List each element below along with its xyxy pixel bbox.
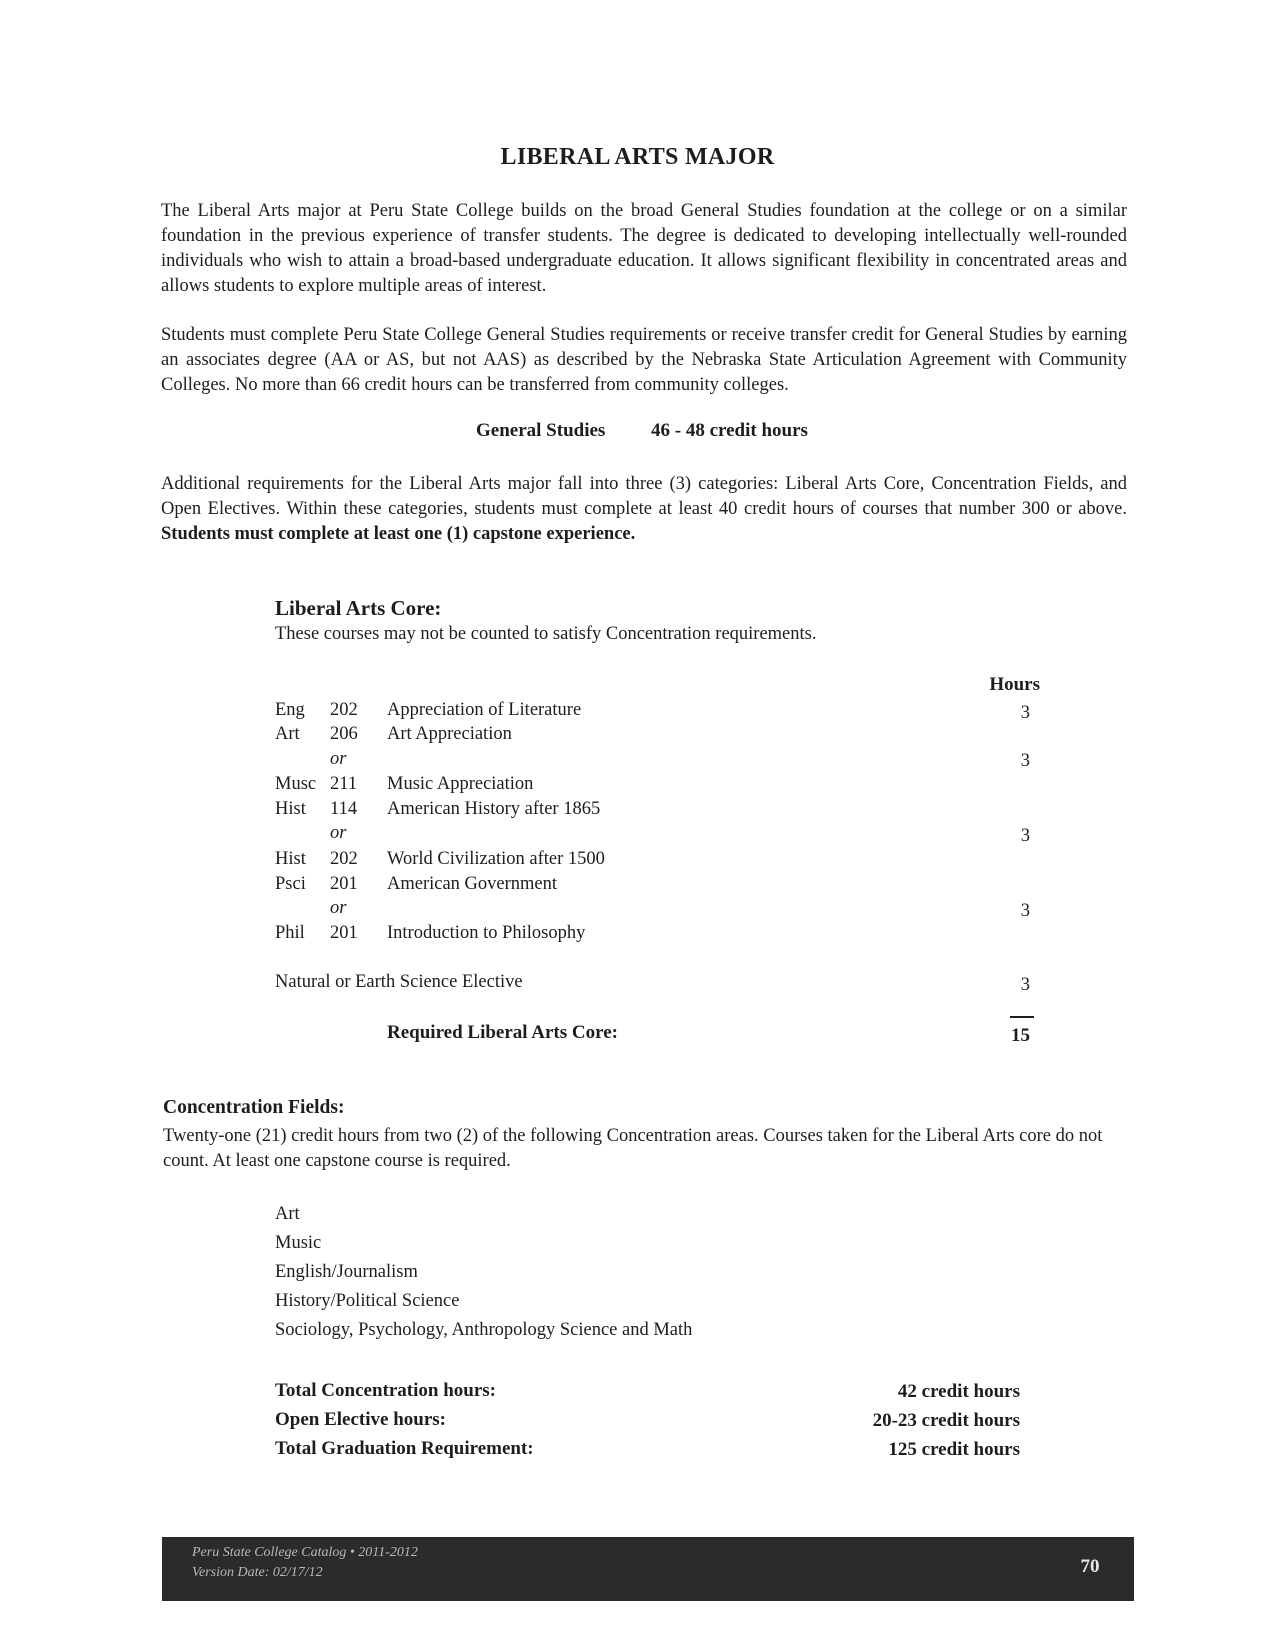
general-studies-label: General Studies — [476, 420, 606, 441]
course-hours: 3 — [1020, 826, 1030, 846]
total-rule-divider — [1010, 1016, 1034, 1018]
open-elective-value: 20-23 credit hours — [872, 1410, 1020, 1431]
course-title: Appreciation of Literature — [387, 700, 582, 720]
course-dept: Hist — [275, 849, 306, 869]
footer-version-date: Version Date: 02/17/12 — [192, 1565, 323, 1580]
concentration-description: Twenty-one (21) credit hours from two (2) of the following Concentration areas. Courses taken for the Liberal Arts core do not count. At least one capstone course is required. — [163, 1126, 1103, 1171]
concentration-area-list — [275, 1200, 692, 1345]
or-separator: or — [330, 823, 347, 843]
course-title: Art Appreciation — [387, 724, 512, 744]
page-title: LIBERAL ARTS MAJOR — [500, 144, 775, 170]
general-studies-hours: 46 - 48 credit hours — [651, 420, 808, 441]
course-hours: 3 — [1020, 751, 1030, 771]
course-title: World Civilization after 1500 — [387, 849, 605, 869]
course-dept: Phil — [275, 923, 305, 943]
course-number: 202 — [330, 700, 358, 720]
course-dept: Art — [275, 724, 300, 744]
course-title: Music Appreciation — [387, 774, 534, 794]
additional-requirements-paragraph — [161, 472, 1127, 547]
list-item: History/Political Science — [275, 1291, 460, 1311]
course-number: 201 — [330, 874, 358, 894]
list-item: English/Journalism — [275, 1262, 418, 1282]
natural-science-hours: 3 — [1020, 975, 1030, 995]
transfer-paragraph: Students must complete Peru State College General Studies requirements or receive transfer credit for General Studies by earning an associates degree (AA or AS, but not AAS) as described by the Nebraska State Articulation Agreement with Community Colleges. No more than 66 credit hours can be transferred from community colleges. — [161, 325, 1127, 395]
course-title: American Government — [387, 874, 558, 894]
course-number: 114 — [330, 799, 358, 819]
total-concentration-value: 42 credit hours — [897, 1381, 1020, 1402]
capstone-requirement: Students must complete at least one (1) capstone experience. — [161, 524, 636, 544]
course-dept: Musc — [275, 774, 317, 794]
or-separator: or — [330, 898, 347, 918]
course-number: 211 — [330, 774, 358, 794]
core-total-label: Required Liberal Arts Core: — [387, 1022, 618, 1043]
concentration-heading: Concentration Fields: — [163, 1097, 345, 1118]
course-number: 201 — [330, 923, 358, 943]
graduation-requirement-value: 125 credit hours — [888, 1439, 1020, 1460]
natural-science-elective: Natural or Earth Science Elective — [275, 972, 523, 992]
course-dept: Psci — [275, 874, 306, 894]
total-concentration-label: Total Concentration hours: — [275, 1380, 496, 1401]
core-subtitle: These courses may not be counted to satisfy Concentration requirements. — [275, 624, 817, 644]
course-title: Introduction to Philosophy — [387, 923, 586, 943]
course-dept: Eng — [275, 700, 305, 720]
course-dept: Hist — [275, 799, 306, 819]
course-number: 206 — [330, 724, 358, 744]
core-heading: Liberal Arts Core: — [275, 596, 442, 620]
course-number: 202 — [330, 849, 358, 869]
footer-catalog-title: Peru State College Catalog • 2011-2012 — [192, 1545, 418, 1560]
or-separator: or — [330, 749, 347, 769]
list-item: Sociology, Psychology, Anthropology Science and Math — [275, 1320, 693, 1340]
course-hours: 3 — [1020, 703, 1030, 723]
core-total-value: 15 — [1011, 1025, 1030, 1046]
course-hours: 3 — [1020, 901, 1030, 921]
graduation-requirement-label: Total Graduation Requirement: — [275, 1438, 534, 1459]
page-number: 70 — [1080, 1556, 1100, 1577]
intro-paragraph: The Liberal Arts major at Peru State College builds on the broad General Studies foundation at the college or on a similar foundation in the previous experience of transfer students. The degree is dedicated to developing intellectually well-rounded individuals who wish to attain a broad-based undergraduate education. It allows significant flexibility in concentrated areas and allows students to explore multiple areas of interest. — [161, 201, 1127, 296]
list-item: Art — [275, 1204, 300, 1224]
additional-requirements-text: Additional requirements for the Liberal Arts major fall into three (3) categories: Liberal Arts Core, Concentration Fields, and Open Electives. Within these categories, students must complete at least 40 credit hours of courses that number 300 or above. — [161, 474, 1127, 519]
open-elective-label: Open Elective hours: — [275, 1409, 446, 1430]
hours-column-header: Hours — [989, 674, 1040, 695]
list-item: Music — [275, 1233, 322, 1253]
course-title: American History after 1865 — [387, 799, 601, 819]
